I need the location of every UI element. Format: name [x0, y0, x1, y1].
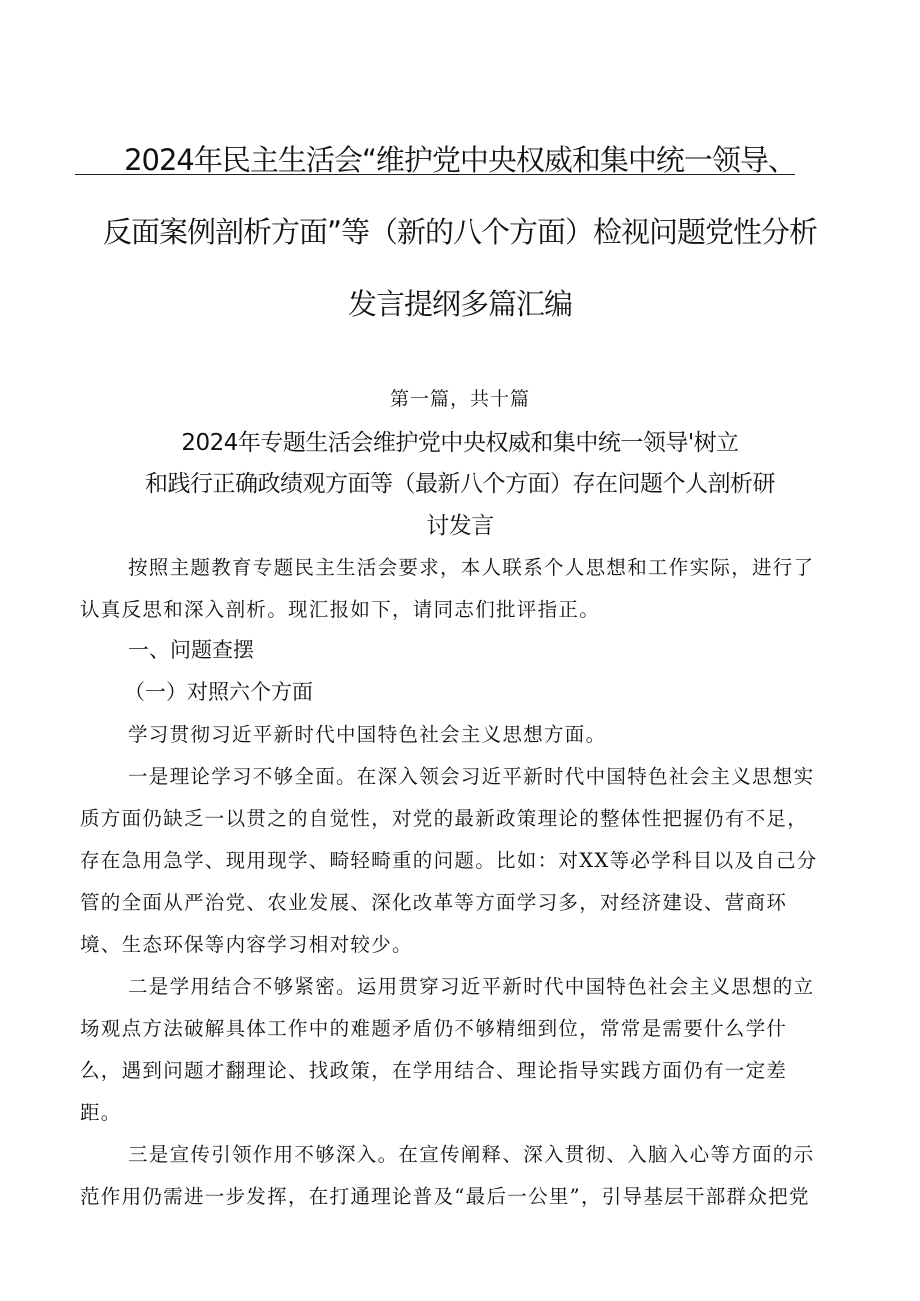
- point-3-line-2: 范作用仍需进一步发挥，在打通理论普及“最后一公里”，引导基层干部群众把党: [80, 1185, 810, 1208]
- document-title-line-2: 反面案例剖析方面”等（新的八个方面）检视问题党性分析: [102, 215, 818, 249]
- point-2-line-3: 么，遇到问题才翻理论、找政策，在学用结合、理论指导实践方面仍有一定差: [80, 1059, 788, 1082]
- intro-line-2: 认真反思和深入剖析。现汇报如下，请同志们批评指正。: [80, 598, 601, 621]
- point-1-line-4: 管的全面从严治党、农业发展、深化改革等方面学习多，对经济建设、营商环: [80, 891, 788, 914]
- point-1-line-1: 一是理论学习不够全面。在深入领会习近平新时代中国特色社会主义思想实: [128, 765, 815, 788]
- point-1-line-3: 存在急用急学、现用现学、畸轻畸重的问题。比如：对XX等必学科目以及自己分: [80, 849, 818, 872]
- point-1-line-2: 质方面仍缺乏一以贯之的自觉性，对党的最新政策理论的整体性把握仍有不足，: [80, 807, 809, 830]
- title-underline: [75, 174, 795, 175]
- subtitle-line-2: 和践行正确政绩观方面等（最新八个方面）存在问题个人剖析研: [145, 471, 775, 497]
- section-heading-2: （一）对照六个方面: [124, 680, 313, 704]
- subtitle-line-1: 2024年专题生活会维护党中央权威和集中统一领导'树立: [181, 430, 739, 456]
- part-label: 第一篇，共十篇: [389, 388, 530, 410]
- section-heading-1: 一、问题查摆: [128, 638, 254, 662]
- document-title-line-1: 2024年民主生活会“维护党中央权威和集中统一领导、: [124, 143, 796, 177]
- subtitle-line-3: 讨发言: [426, 513, 494, 539]
- point-2-line-4: 距。: [80, 1101, 122, 1124]
- point-3-line-1: 三是宣传引领作用不够深入。在宣传阐释、深入贯彻、入脑入心等方面的示: [128, 1143, 815, 1166]
- point-2-line-2: 场观点方法破解具体工作中的难题矛盾仍不够精细到位，常常是需要什么学什: [80, 1017, 788, 1040]
- point-2-line-1: 二是学用结合不够紧密。运用贯穿习近平新时代中国特色社会主义思想的立: [128, 975, 815, 998]
- point-1-line-5: 境、生态环保等内容学习相对较少。: [80, 933, 413, 956]
- section-intro: 学习贯彻习近平新时代中国特色社会主义思想方面。: [128, 723, 607, 746]
- document-title-line-3: 发言提纲多篇汇编: [347, 287, 572, 321]
- intro-line-1: 按照主题教育专题民主生活会要求，本人联系个人思想和工作实际，进行了: [128, 556, 815, 579]
